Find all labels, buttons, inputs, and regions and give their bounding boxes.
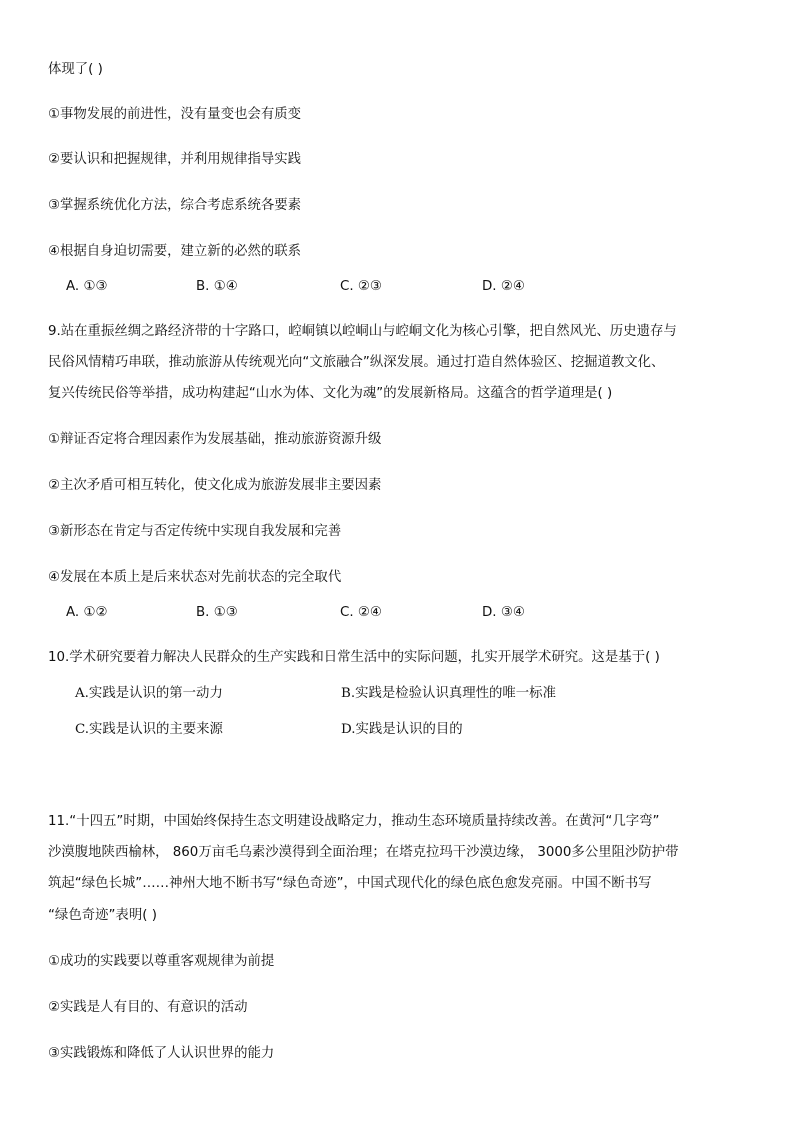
q11-stem-line-2: 沙漠腹地陕西榆林， 860万亩毛乌素沙漠得到全面治理；在塔克拉玛干沙漠边缘， 3000多公里阻沙防护带 xyxy=(48,845,679,860)
q11-stem-line-3: 筑起“绿色长城”……神州大地不断书写“绿色奇迹”，中国式现代化的绿色底色愈发亮丽。中国不断书写 xyxy=(48,876,652,891)
q10-stem: 10.学术研究要着力解决人民群众的生产实践和日常生活中的实际问题，扎实开展学术研究。这是基于( ) xyxy=(48,650,660,665)
q9-option-b: B. ①③ xyxy=(196,605,238,620)
q9-stem-line-3: 复兴传统民俗等举措，成功构建起“山水为体、文化为魂”的发展新格局。这蕴含的哲学道理是( ) xyxy=(48,386,613,401)
q11-stem-line-4: “绿色奇迹”表明( ) xyxy=(48,908,157,923)
q8-statement-2: ②要认识和把握规律，并利用规律指导实践 xyxy=(48,152,302,167)
q9-statement-1: ①辩证否定将合理因素作为发展基础，推动旅游资源升级 xyxy=(48,432,382,447)
q8-statement-4: ④根据自身迫切需要，建立新的必然的联系 xyxy=(48,244,302,259)
q8-option-c: C. ②③ xyxy=(340,279,382,294)
q8-statement-3: ③掌握系统优化方法，综合考虑系统各要素 xyxy=(48,198,302,213)
q9-statement-4: ④发展在本质上是后来状态对先前状态的完全取代 xyxy=(48,570,342,585)
q10-option-b: B.实践是检验认识真理性的唯一标准 xyxy=(341,686,556,701)
q8-option-b: B. ①④ xyxy=(196,279,238,294)
q9-option-a: A. ①② xyxy=(66,605,108,620)
q11-statement-1: ①成功的实践要以尊重客观规律为前提 xyxy=(48,954,275,969)
q9-option-d: D. ③④ xyxy=(482,605,525,620)
q11-stem-line-1: 11.“十四五”时期，中国始终保持生态文明建设战略定力，推动生态环境质量持续改善。在黄河“几字弯” xyxy=(48,814,660,829)
q10-option-a: A.实践是认识的第一动力 xyxy=(75,686,223,701)
q8-stem-tail: 体现了( ) xyxy=(48,62,103,77)
q10-option-c: C.实践是认识的主要来源 xyxy=(75,722,223,737)
q8-option-a: A. ①③ xyxy=(66,279,108,294)
q11-statement-2: ②实践是人有目的、有意识的活动 xyxy=(48,1000,248,1015)
q9-stem-line-1: 9.站在重振丝绸之路经济带的十字路口，崆峒镇以崆峒山与崆峒文化为核心引擎，把自然风光、历史遗存与 xyxy=(48,324,677,339)
q9-statement-2: ②主次矛盾可相互转化，使文化成为旅游发展非主要因素 xyxy=(48,478,382,493)
q9-stem-line-2: 民俗风情精巧串联，推动旅游从传统观光向“文旅融合”纵深发展。通过打造自然体验区、挖掘道教文化、 xyxy=(48,355,665,370)
q9-statement-3: ③新形态在肯定与否定传统中实现自我发展和完善 xyxy=(48,524,342,539)
q10-option-d: D.实践是认识的目的 xyxy=(341,722,463,737)
q11-statement-3: ③实践锻炼和降低了人认识世界的能力 xyxy=(48,1046,275,1061)
q9-option-c: C. ②④ xyxy=(340,605,382,620)
q8-statement-1: ①事物发展的前进性，没有量变也会有质变 xyxy=(48,107,302,122)
q8-option-d: D. ②④ xyxy=(482,279,525,294)
